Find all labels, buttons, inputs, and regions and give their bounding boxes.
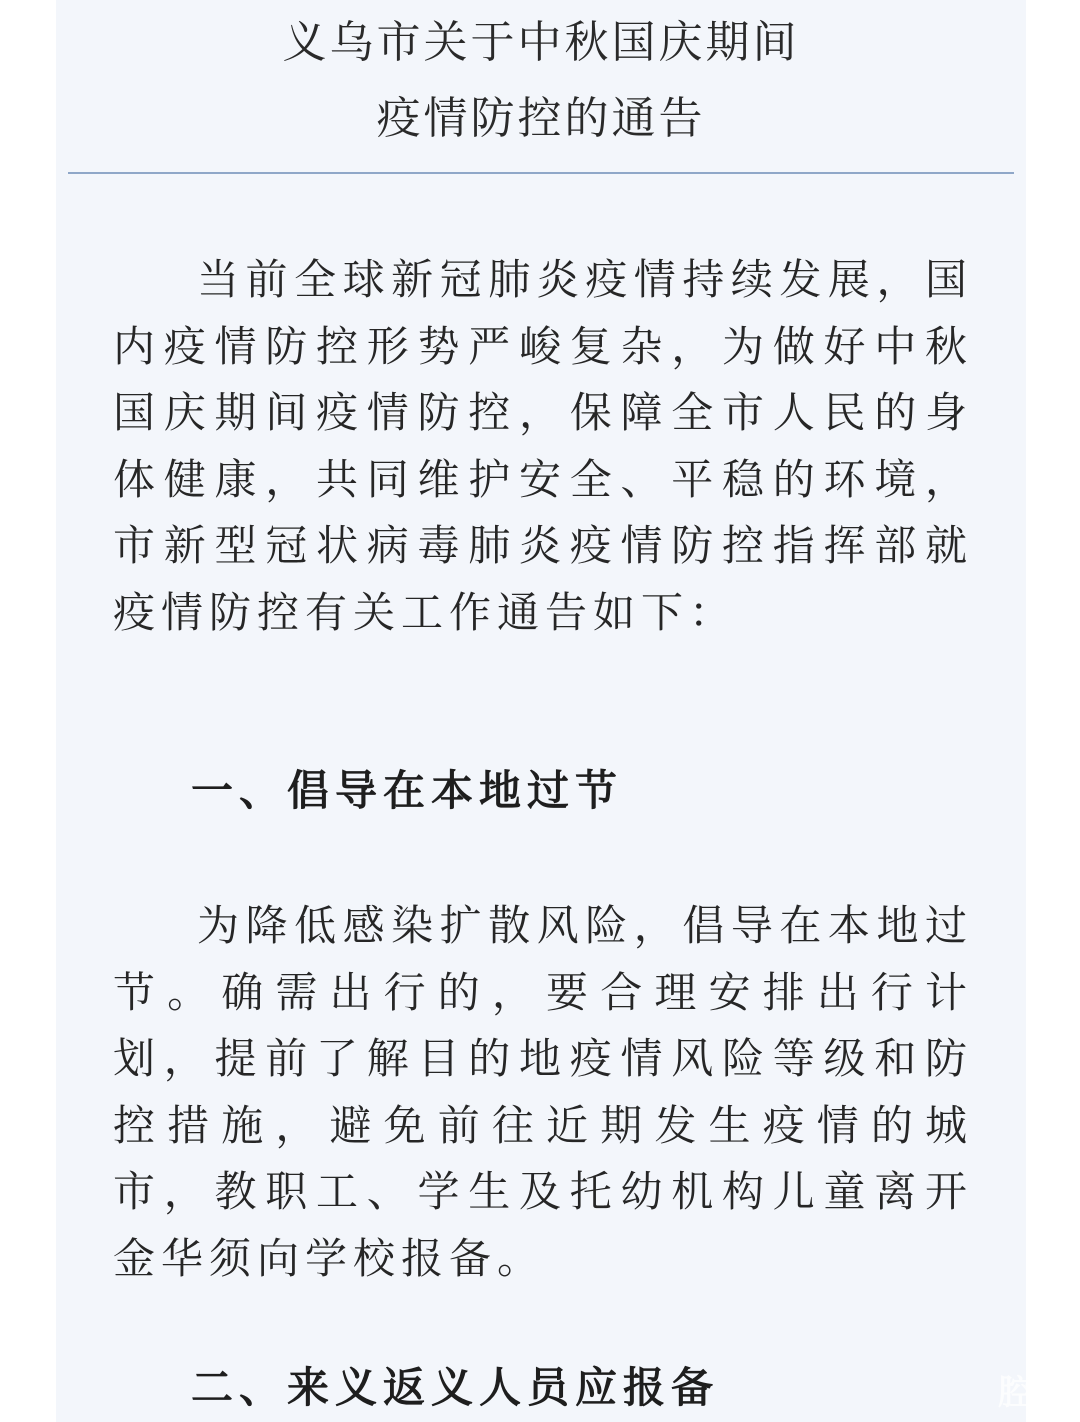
- title-divider: [68, 172, 1014, 174]
- intro-paragraph: 当前全球新冠肺炎疫情持续发展，国内疫情防控形势严峻复杂，为做好中秋国庆期间疫情防控，保障全市人民的身体健康，共同维护安全、平稳的环境，市新型冠状病毒肺炎疫情防控指挥部就疫情防控有关工作通告如下：: [113, 255, 973, 637]
- section-2-heading: 二、来义返义人员应报备: [191, 1363, 720, 1412]
- section-1-heading: 一、倡导在本地过节: [191, 766, 624, 815]
- section-1-paragraph: 为降低感染扩散风险，倡导在本地过节。确需出行的，要合理安排出行计划，提前了解目的地疫情风险等级和防控措施，避免前往近期发生疫情的城市，教职工、学生及托幼机构儿童离开金华须向学校报备。: [113, 901, 973, 1283]
- watermark-logo: 腔友: [998, 1373, 1070, 1413]
- page-title-line-1: 义乌市关于中秋国庆期间: [282, 17, 800, 68]
- document-page: [56, 0, 1026, 1422]
- page-title-line-2: 疫情防控的通告: [376, 93, 706, 144]
